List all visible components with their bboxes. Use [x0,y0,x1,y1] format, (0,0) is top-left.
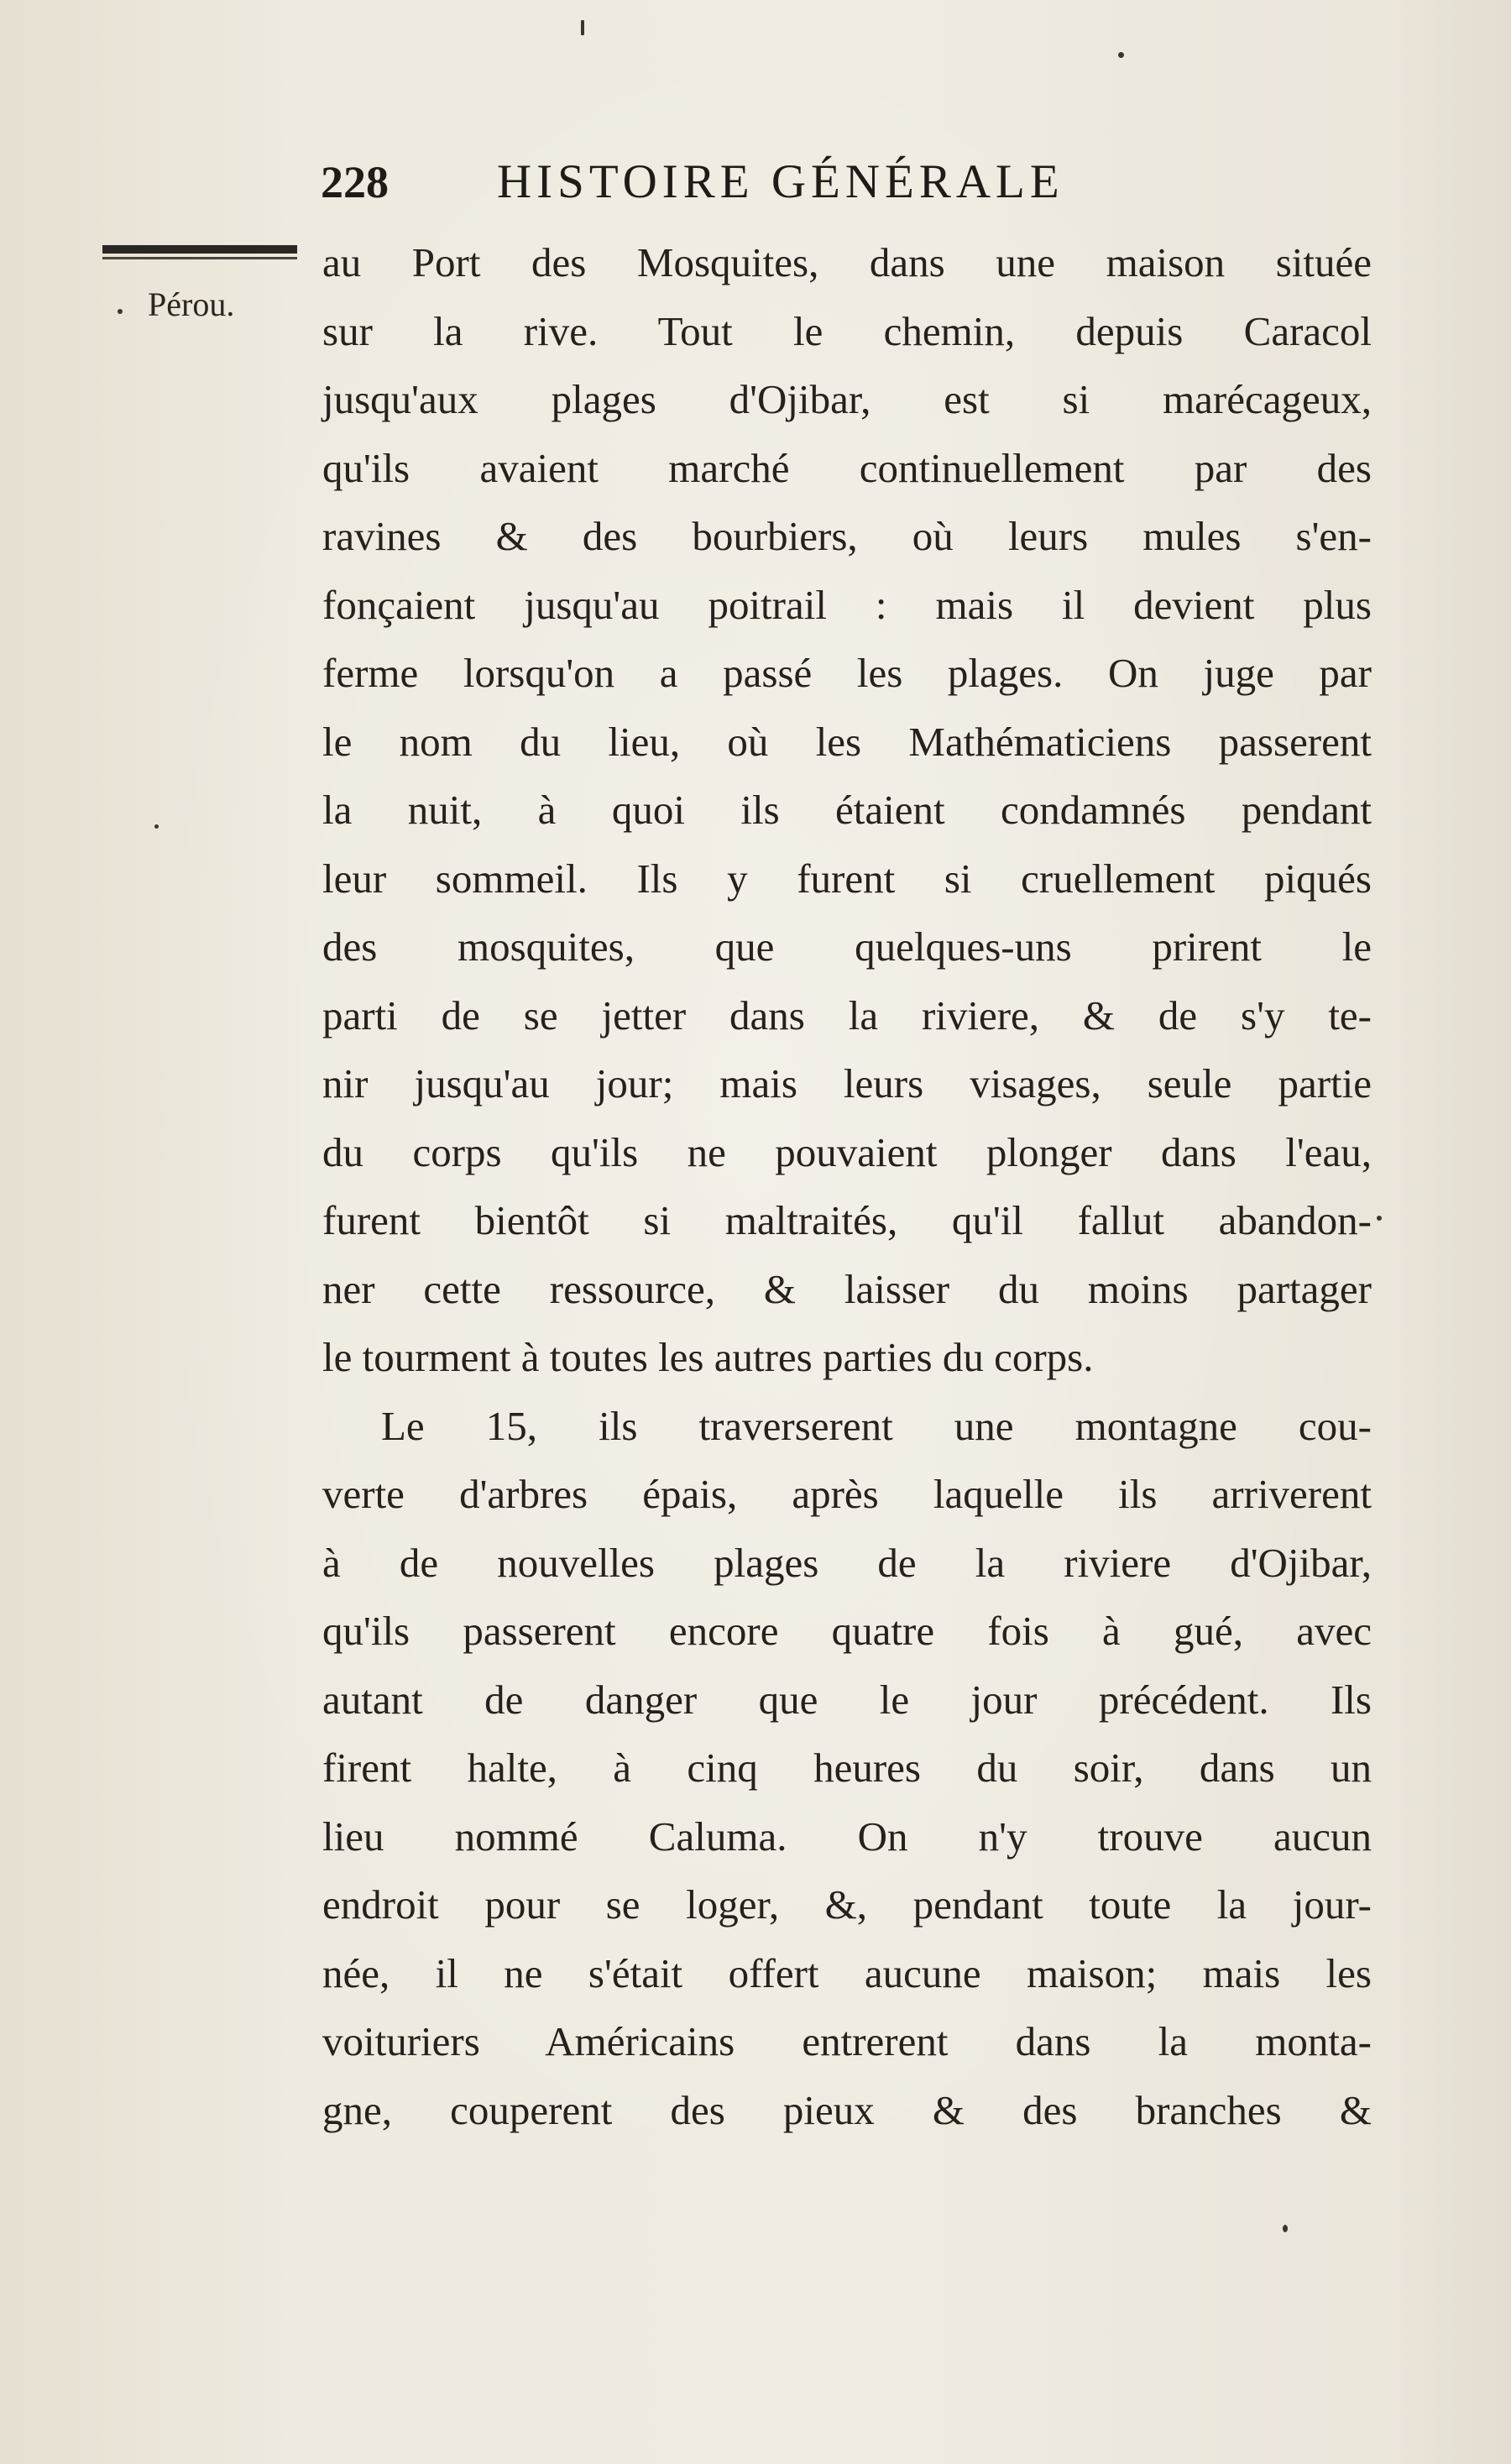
margin-rule-thin [102,257,297,259]
text-line: née, il ne s'était offert aucune maison; mais les [322,1949,1372,1996]
ink-speck [1377,1216,1382,1221]
text-line: sur la rive. Tout le chemin, depuis Caracol [322,307,1372,354]
text-line: ferme lorsqu'on a passé les plages. On juge par [322,650,1372,696]
ink-speck [581,20,584,35]
text-line: firent halte, à cinq heures du soir, dans un [322,1745,1372,1791]
margin-rule [102,245,297,254]
text-line: qu'ils passerent encore quatre fois à gué, avec [322,1608,1372,1654]
text-line: le nom du lieu, où les Mathématiciens passerent [322,718,1372,765]
text-line: jusqu'aux plages d'Ojibar, est si marécageux, [322,376,1372,422]
paper-edge-shadow [1393,0,1511,2464]
text-line: qu'ils avaient marché continuellement par des [322,444,1372,491]
text-line: la nuit, à quoi ils étaient condamnés pendant [322,787,1372,833]
text-line: verte d'arbres épais, après laquelle ils arriverent [322,1471,1372,1517]
text-line: gne, couperent des pieux & des branches & [322,2086,1372,2133]
text-line: à de nouvelles plages de la riviere d'Ojibar, [322,1539,1372,1586]
body-text [322,228,1372,2144]
ink-speck [1283,2225,1288,2232]
text-line: nir jusqu'au jour; mais leurs visages, seule partie [322,1060,1372,1106]
text-line: lieu nommé Caluma. On n'y trouve aucun [322,1813,1372,1860]
text-line: au Port des Mosquites, dans une maison située [322,239,1372,285]
text-line: le tourment à toutes les autres parties du corps. [322,1334,1094,1380]
text-line: ravines & des bourbiers, où leurs mules s'en- [322,513,1372,559]
margin-note: Pérou. [148,285,235,323]
text-line: voituriers Américains entrerent dans la monta- [322,2018,1372,2064]
page-title: HISTOIRE GÉNÉRALE [497,155,1064,208]
text-line: autant de danger que le jour précédent. Ils [322,1676,1372,1723]
text-line: des mosquites, que quelques-uns prirent le [322,923,1372,970]
ink-speck [154,824,159,829]
text-line: furent bientôt si maltraités, qu'il fallut abandon- [322,1197,1372,1243]
text-line: Le 15, ils traverserent une montagne cou- [381,1402,1372,1449]
running-head [321,153,1370,212]
text-line: ner cette ressource, & laisser du moins partager [322,1265,1372,1312]
ink-speck [1118,52,1124,58]
ink-speck [118,309,123,314]
text-line: du corps qu'ils ne pouvaient plonger dans l'eau, [322,1128,1372,1175]
page-number: 228 [321,157,389,207]
text-line: parti de se jetter dans la riviere, & de s'y te- [322,991,1372,1038]
text-line: fonçaient jusqu'au poitrail : mais il devient plus [322,581,1372,628]
text-line: leur sommeil. Ils y furent si cruellement piqués [322,855,1372,902]
text-line: endroit pour se loger, &, pendant toute la jour- [322,1881,1372,1928]
